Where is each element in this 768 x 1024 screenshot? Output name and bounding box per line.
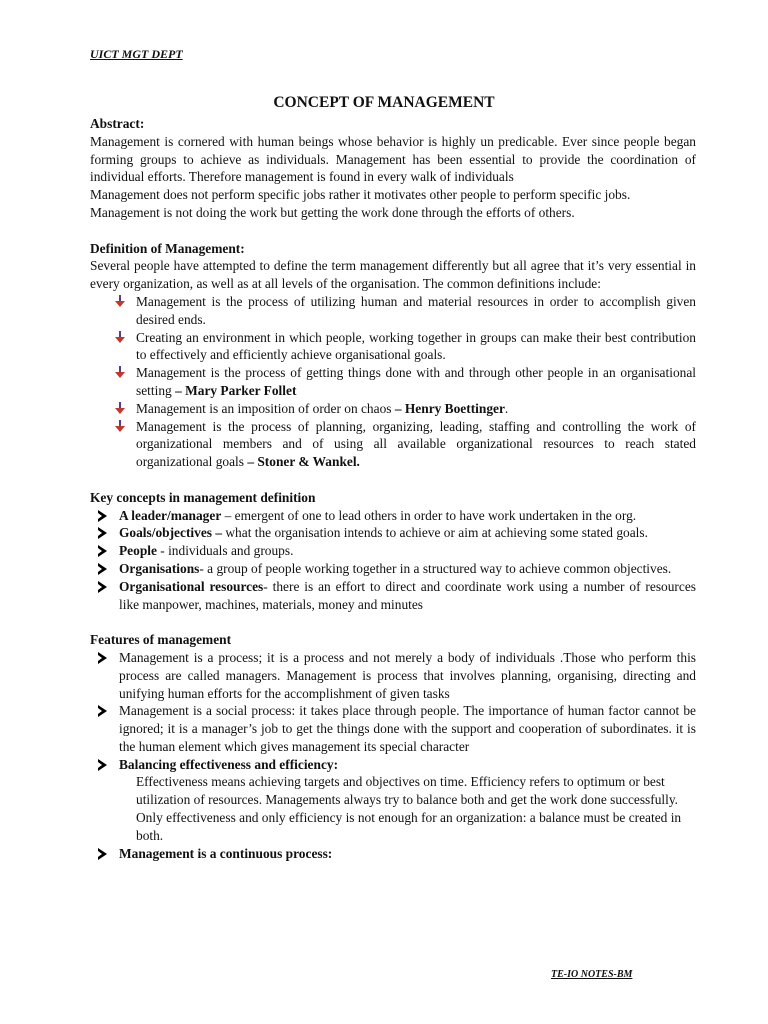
list-item (90, 418, 696, 471)
concept-text: - individuals and groups. (156, 543, 294, 559)
concept-text: - a group of people working together in a structured way to achieve common objectives. (199, 560, 672, 576)
ornate-bullet-icon (114, 402, 126, 414)
definition-text: Management is the process of planning, organizing, leading, staffing and controlling the work of organizational members and of using all available organizational resources to reach stated organizational goals (136, 418, 696, 470)
spacer (90, 471, 696, 489)
definition-text: Management is an imposition of order on chaos (136, 400, 395, 416)
feature-heading: Management is a continuous process: (119, 845, 333, 861)
abstract-paragraph-2: Management does not perform specific jobs rather it motivates other people to perform specific jobs. (90, 187, 631, 203)
concept-text: – emergent of one to lead others in order to have work undertaken in the org. (221, 507, 637, 523)
definition-list (90, 293, 696, 471)
arrow-bullet-icon (98, 563, 107, 575)
feature-text: Management is a social process: it takes place through people. The importance of human factor cannot be ignored; it is a manager’s job to get the things done with the support and cooperation of subordinates. it is the human element which gives management its special character (119, 703, 696, 754)
features-list-continued (90, 845, 696, 863)
page-title: CONCEPT OF MANAGEMENT (273, 94, 495, 111)
definition-text: Management is the process of utilizing human and material resources in order to accomplish given desired ends. (136, 293, 696, 327)
definition-text: Management is the process of getting things done with and through other people in an organisational setting (136, 365, 696, 398)
list-item (90, 756, 696, 774)
arrow-bullet-icon (98, 759, 107, 771)
definition-author: – Henry Boettinger (394, 400, 505, 416)
features-heading: Features of management (90, 632, 232, 648)
list-item (90, 524, 696, 542)
list-item (90, 560, 696, 578)
arrow-bullet-icon (98, 652, 107, 664)
list-item (90, 293, 696, 329)
arrow-bullet-icon (98, 705, 107, 717)
list-item (90, 329, 696, 365)
definition-heading: Definition of Management: (90, 240, 245, 256)
spacer (90, 613, 696, 631)
list-item (90, 400, 696, 418)
definition-tail: . (504, 400, 509, 416)
list-item (90, 578, 696, 614)
department-header: UICT MGT DEPT (90, 47, 183, 61)
definition-author: – Mary Parker Follet (175, 382, 297, 398)
concept-term: People (119, 543, 157, 559)
arrow-bullet-icon (98, 848, 107, 860)
list-item (90, 845, 696, 863)
features-list (90, 649, 696, 774)
arrow-bullet-icon (98, 581, 107, 593)
feature-heading: Balancing effectiveness and efficiency: (119, 756, 339, 772)
abstract-paragraph-3: Management is not doing the work but getting the work done through the efforts of others. (90, 204, 575, 220)
abstract-paragraph-1: Management is cornered with human beings whose behavior is highly un predicable. Ever since people began forming groups to achieve as individuals. Management has been essential to provide the coordination of individual efforts. Therefore management is found in every walk of individuals (90, 133, 696, 185)
list-item (90, 702, 696, 755)
ornate-bullet-icon (114, 331, 126, 343)
feature-subtext: Effectiveness means achieving targets and objectives on time. Efficiency refers to optimum or best utilization of resources. Managements always try to balance both and get the work done successfully. Only effectiveness and only efficiency is not enough for an organization: a balance must be created in both. (136, 774, 682, 843)
concept-term: Goals/objectives – (119, 525, 223, 541)
spacer (90, 222, 696, 240)
list-item (90, 649, 696, 702)
definition-intro: Several people have attempted to define the term management differently but all agree that it’s very essential in every organization, as well as at all levels of the organisation. The common definitions include: (90, 258, 696, 292)
concept-term: A leader/manager (119, 507, 222, 523)
key-concepts-list (90, 507, 696, 614)
arrow-bullet-icon (98, 527, 107, 539)
definition-author: – Stoner & Wankel. (247, 454, 360, 470)
concept-text: what the organisation intends to achieve or aim at achieving some stated goals. (222, 525, 648, 541)
list-item (90, 364, 696, 400)
document-body (90, 115, 696, 862)
list-item (90, 542, 696, 560)
ornate-bullet-icon (114, 420, 126, 432)
ornate-bullet-icon (114, 295, 126, 307)
arrow-bullet-icon (98, 510, 107, 522)
concept-term: Organisations (119, 560, 200, 576)
concept-term: Organisational resources (119, 578, 264, 594)
arrow-bullet-icon (98, 545, 107, 557)
abstract-heading: Abstract: (90, 116, 145, 131)
page-footer: TE-IO NOTES-BM (551, 969, 633, 980)
key-concepts-heading: Key concepts in management definition (90, 489, 316, 505)
feature-text: Management is a process; it is a process and not merely a body of individuals .Those who perform this process are called managers. Management is process that involves planning, organising, directing and unifying human efforts for the accomplishment of given tasks (119, 649, 696, 701)
ornate-bullet-icon (114, 366, 126, 378)
concept-text: - there is an effort to direct and coordinate work using a number of resources like manpower, machines, materials, money and minutes (119, 578, 696, 612)
list-item (90, 507, 696, 525)
definition-text: Creating an environment in which people, working together in groups can make their best contribution to effectively and efficiently achieve organisational goals. (136, 329, 696, 363)
